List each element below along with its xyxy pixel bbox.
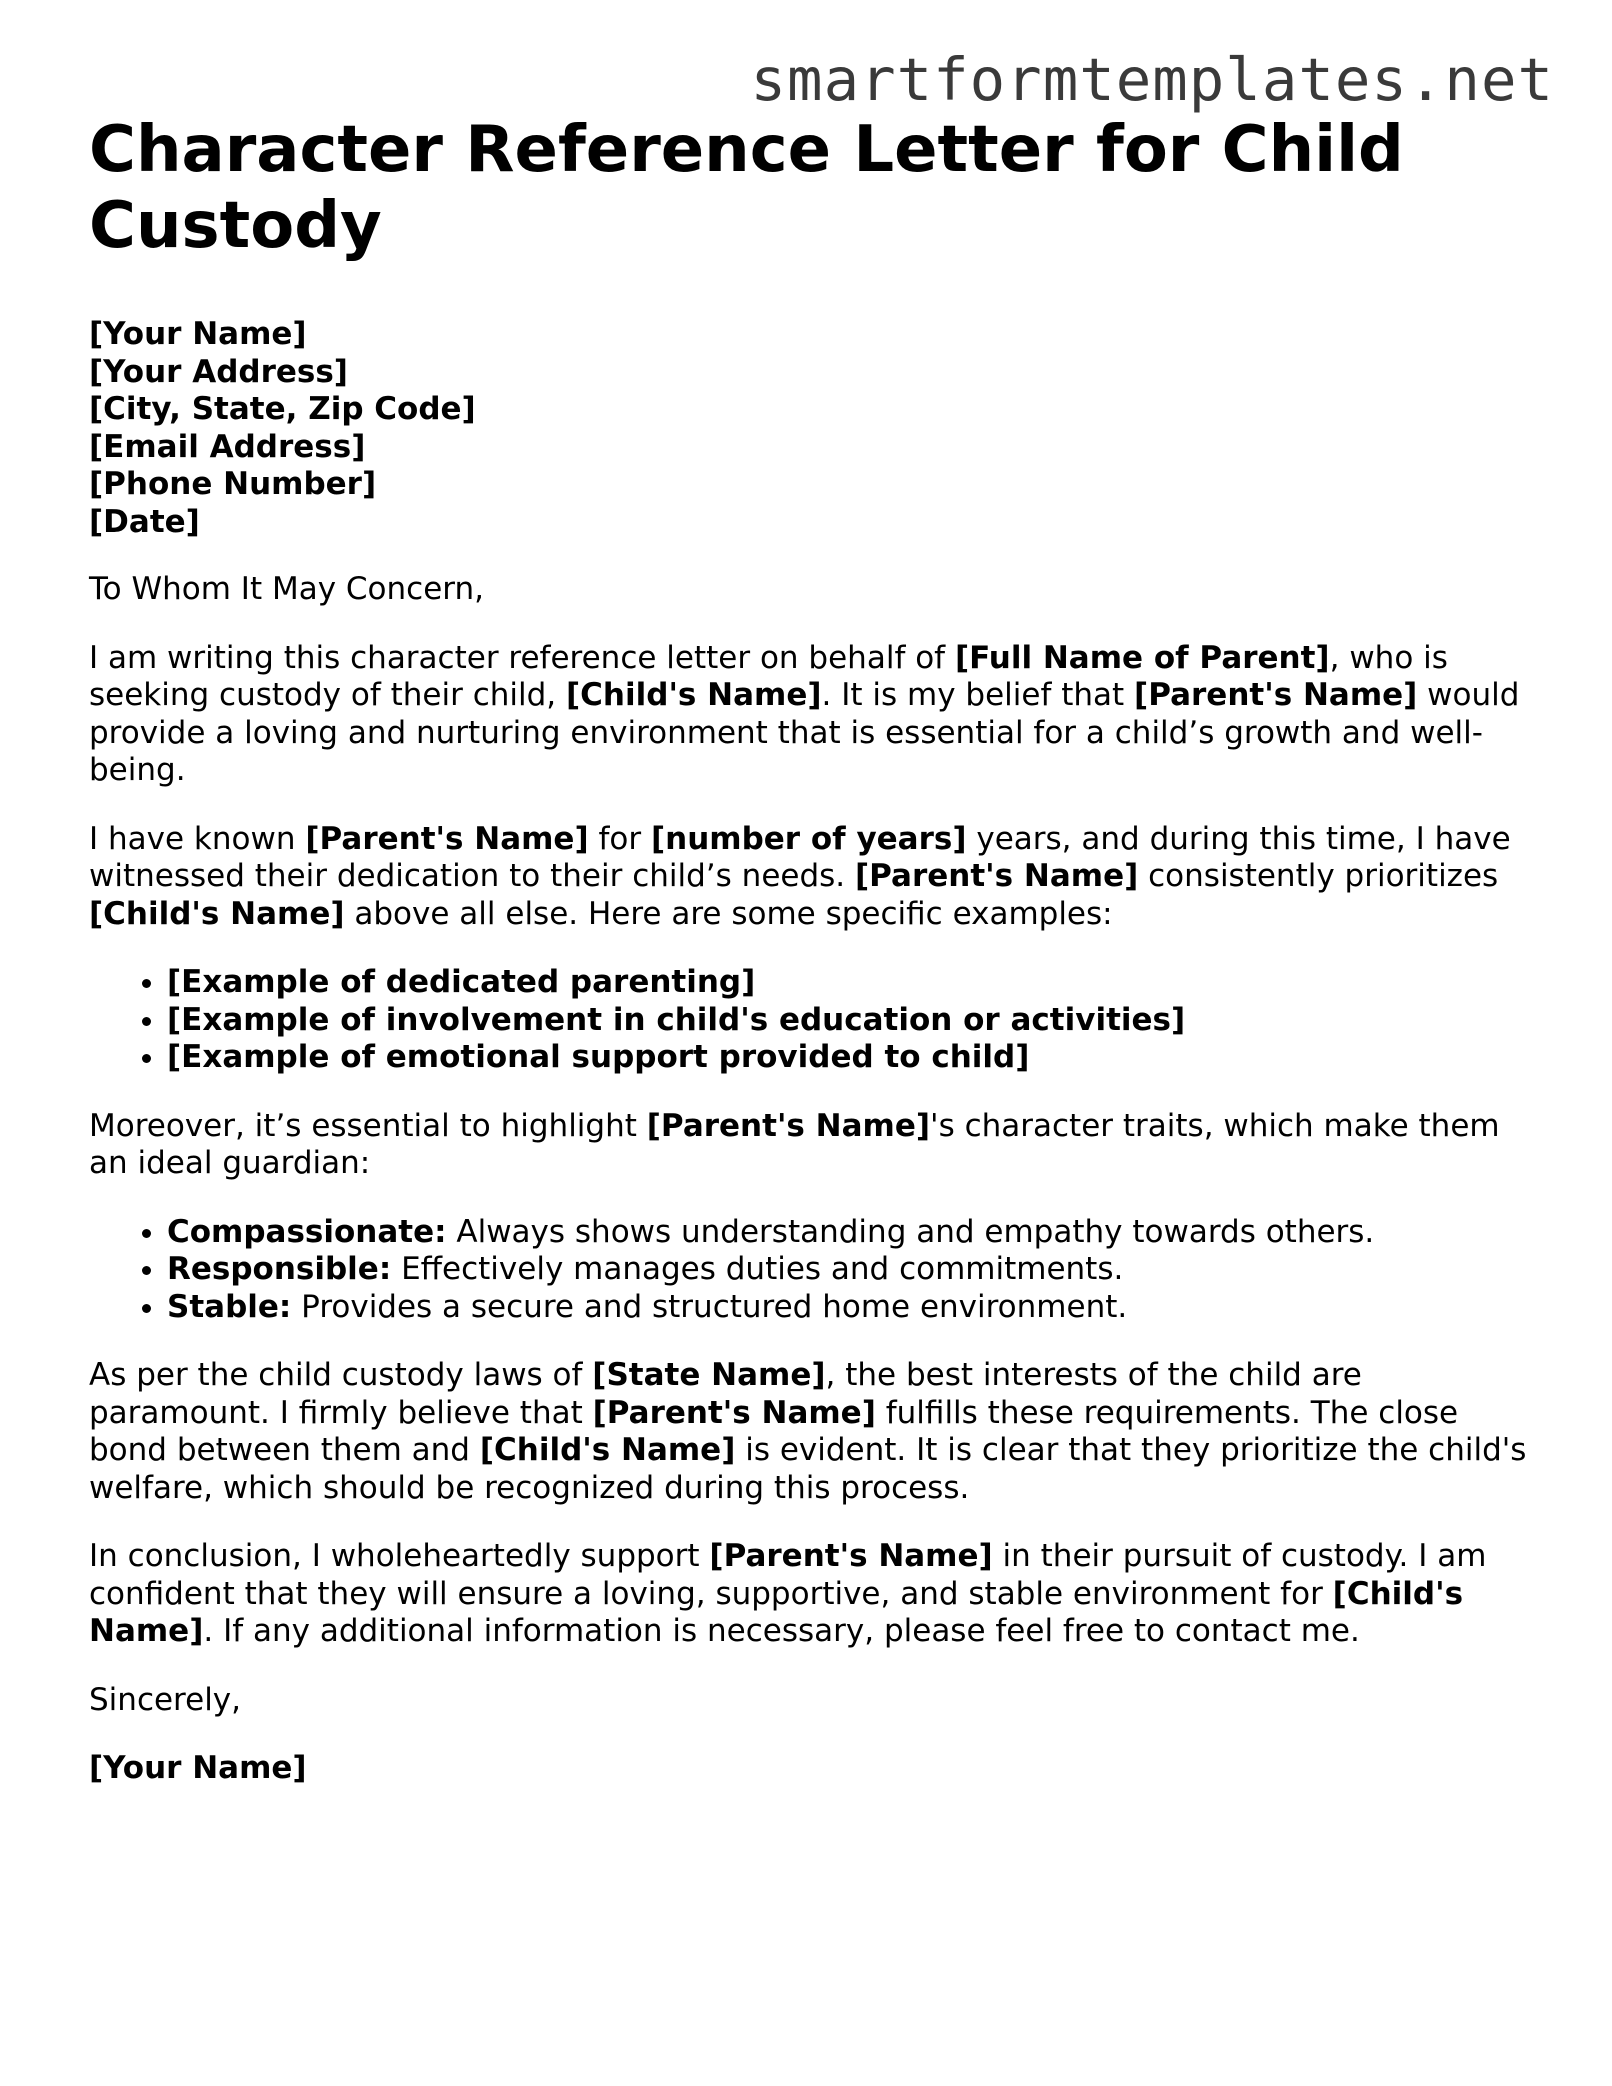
examples-list [89,964,1539,1077]
letter-date: [Date] [89,503,200,540]
child-name-placeholder: [Child's Name] [89,1575,1464,1649]
list-item: • [Example of involvement in child's education or activities] [167,1002,1539,1040]
sender-address-block [89,316,1539,541]
paragraph-custody-laws: As per the child custody laws of [State Name], the best interests of the child are paramount. I firmly believe that [Parent's Name] fulfills these requirements. The close bond between them and [Child's Name] is evident. It is clear that they prioritize the child's welfare, which should be recognized during this process. [89,1357,1527,1506]
parent-name-placeholder: [Parent's Name] [646,1107,931,1144]
child-name-placeholder: [Child's Name] [479,1432,736,1468]
parent-name-placeholder: [Parent's Name] [592,1394,876,1431]
sender-address: [Your Address] [89,353,348,390]
list-item: • Stable: Provides a secure and structured home environment. [167,1289,1539,1327]
closing: Sincerely, [89,1681,242,1718]
paragraph-conclusion: In conclusion, I wholeheartedly support [Parent's Name] in their pursuit of custody. I am confident that they will ensure a loving, supportive, and stable environment for [Child's Name]. If any additional information is necessary, please feel free to contact me. [89,1538,1487,1649]
paragraph-traits-intro: Moreover, it’s essential to highlight [Parent's Name]'s character traits, which make them an ideal guardian: [89,1107,1500,1181]
parent-full-name-placeholder: [Full Name of Parent] [954,639,1330,676]
sender-phone: [Phone Number] [89,466,377,502]
list-item: • [Example of emotional support provided to child] [167,1039,1539,1077]
state-name-placeholder: [State Name] [592,1357,826,1393]
parent-name-placeholder: [Parent's Name] [855,858,1139,894]
signature-name: [Your Name] [89,1750,307,1786]
page-title: Character Reference Letter for Child Custody [89,113,1404,263]
list-item: • Responsible: Effectively manages duties and commitments. [167,1251,1539,1289]
sender-city-state-zip: [City, State, Zip Code] [89,391,476,427]
traits-list [89,1214,1539,1327]
list-item: • Compassionate: Always shows understanding and empathy towards others. [167,1214,1539,1252]
watermark: smartformtemplates.net [750,45,1554,114]
parent-name-placeholder: [Parent's Name] [1134,677,1418,713]
salutation: To Whom It May Concern, [89,571,484,607]
child-name-placeholder: [Child's Name] [89,895,345,932]
paragraph-relationship: I have known [Parent's Name] for [number of years] years, and during this time, I have witnessed their dedication to their child’s needs. [Parent's Name] consistently prioritizes [Child's Name] above all else. Here are some specific examples: [89,820,1511,932]
years-placeholder: [number of years] [650,820,967,857]
child-name-placeholder: [Child's Name] [566,677,822,713]
paragraph-introduction: I am writing this character reference letter on behalf of [Full Name of Parent], who is seeking custody of their child, [Child's Name]. It is my belief that [Parent's Name] would provide a loving and nurturing environment that is essential for a child’s growth and well-being. [89,639,1520,788]
parent-name-placeholder: [Parent's Name] [305,820,589,857]
letter-document [89,112,1539,1788]
sender-name: [Your Name] [89,316,307,352]
sender-email: [Email Address] [89,428,366,465]
list-item: • [Example of dedicated parenting] [167,964,1539,1002]
parent-name-placeholder: [Parent's Name] [709,1538,993,1574]
